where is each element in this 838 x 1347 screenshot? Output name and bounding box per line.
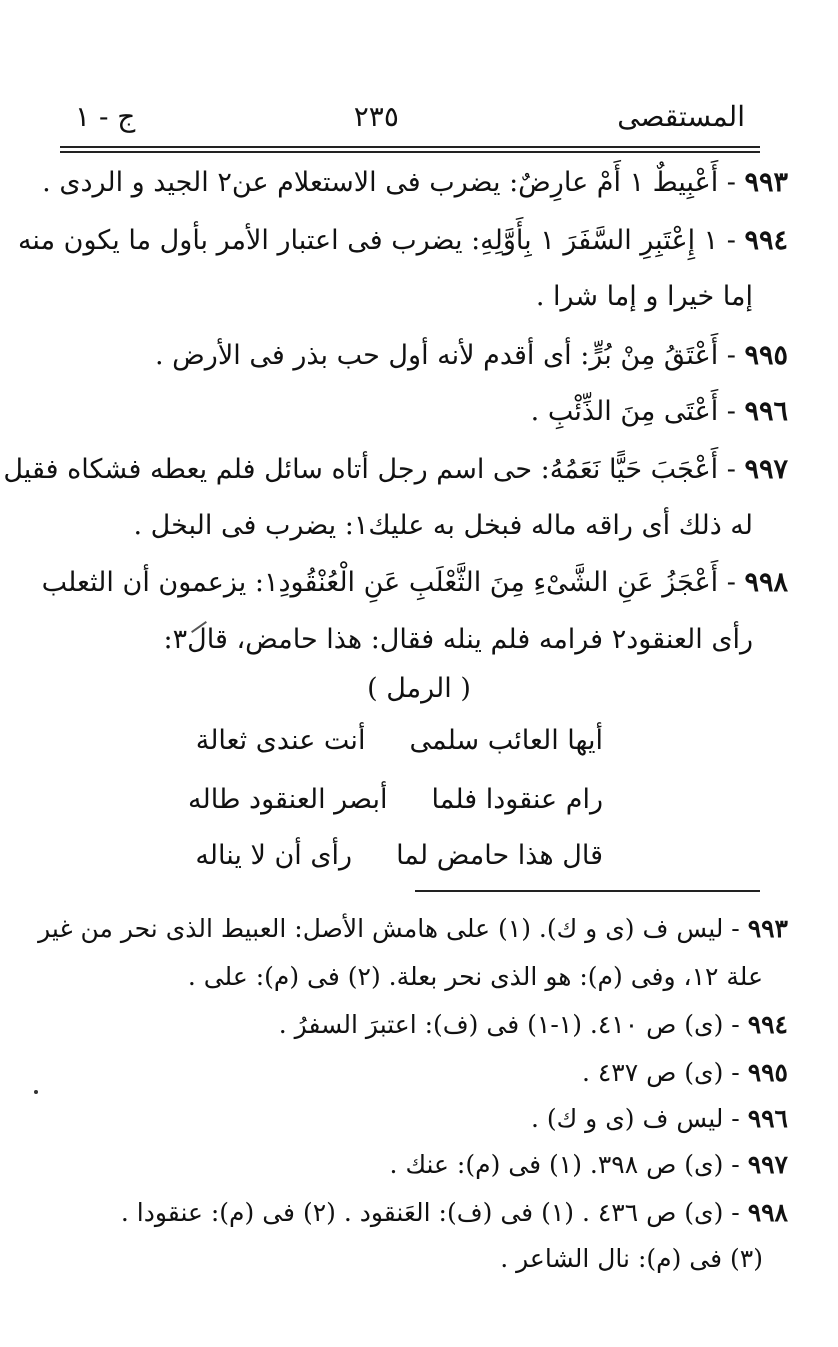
entry-number: ٩٩٥ <box>744 340 788 371</box>
footnote-text: - ليس ف (ى و ك) . <box>530 1104 748 1133</box>
footnote-number: ٩٩٤ <box>747 1010 788 1039</box>
footnote-separator <box>415 890 760 892</box>
poem-verse <box>195 840 603 871</box>
poem-verse <box>188 784 603 815</box>
entry-line <box>3 450 788 490</box>
verse-second-hemistich: رأى أن لا يناله <box>195 840 353 871</box>
verse-first-hemistich: رام عنقودا فلما <box>431 784 603 815</box>
footnote-number: ٩٩٨ <box>747 1198 788 1227</box>
verse-second-hemistich: أبصر العنقود طاله <box>188 784 388 815</box>
verse-first-hemistich: أيها العائب سلمى <box>409 725 603 756</box>
speck-mark <box>34 1090 38 1094</box>
running-header <box>75 92 745 140</box>
footnote-number: ٩٩٦ <box>747 1104 788 1133</box>
entry-line <box>155 336 788 376</box>
footnote-text: - (ى) ص ٤٣٧ . <box>581 1058 748 1087</box>
entry-number: ٩٩٣ <box>744 167 788 198</box>
footnote-line <box>38 910 788 948</box>
entry-continuation <box>536 277 753 317</box>
entry-text: له ذلك أى راقه ماله فبخل به عليك١: يضرب فى البخل . <box>133 510 753 541</box>
entry-continuation <box>133 506 753 546</box>
footnote-line <box>390 1146 788 1184</box>
poem-meter: ( الرمل ) <box>367 673 471 704</box>
entry-line <box>42 563 788 603</box>
entry-text: - أَعْتَقُ مِنْ بُرٍّ: أى أقدم لأنه أول حب بذر فى الأرض . <box>155 340 745 371</box>
entry-text: - أَعْجَبَ حَيًّا نَعَمُهُ: حى اسم رجل أتاه سائل فلم يعطه فشكاه فقيل <box>3 454 745 485</box>
footnote-text: - (ى) ص ٤٣٦ . (١) فى (ف): العَنقود . (٢) فى (م): عنقودا . <box>120 1198 748 1227</box>
header-rule-top <box>60 146 760 148</box>
entry-text: إما خيرا و إما شرا . <box>535 281 753 312</box>
volume-label: ج - ١ <box>75 99 136 133</box>
footnote-number: ٩٩٥ <box>747 1058 788 1087</box>
entry-text: - أَعْتَى مِنَ الذِّئْبِ . <box>530 396 745 427</box>
footnote-text: - (ى) ص ٣٩٨. (١) فى (م): عنك . <box>389 1150 748 1179</box>
footnote-text: علة ١٢، وفى (م): هو الذى نحر بعلة. (٢) فى (م): على . <box>187 962 763 991</box>
poem-verse <box>196 725 603 756</box>
footnote-number: ٩٩٣ <box>747 914 788 943</box>
entry-line <box>531 392 788 432</box>
entry-text: - ١ إِعْتَبِرِ السَّفَرَ ١ بِأَوَّلِهِ: يضرب فى اعتبار الأمر بأول ما يكون منه <box>17 225 745 256</box>
footnote-text: - (ى) ص ٤١٠. (١-١) فى (ف): اعتبرَ السفرُ . <box>278 1010 748 1039</box>
footnote-line <box>279 1006 788 1044</box>
footnote-continuation <box>188 958 763 996</box>
footnote-line <box>121 1194 788 1232</box>
verse-second-hemistich: أنت عندى ثعالة <box>195 725 366 756</box>
footnote-number: ٩٩٧ <box>747 1150 788 1179</box>
header-rule-bottom <box>60 151 760 153</box>
entry-number: ٩٩٨ <box>744 567 788 598</box>
entry-number: ٩٩٦ <box>744 396 788 427</box>
page-number: ٢٣٥ <box>353 99 399 133</box>
footnote-continuation <box>500 1240 763 1278</box>
entry-line <box>18 221 788 261</box>
footnote-line <box>582 1054 788 1092</box>
entry-number: ٩٩٤ <box>744 225 788 256</box>
entry-number: ٩٩٧ <box>744 454 788 485</box>
entry-text: - أَعْجَزُ عَنِ الشَّىْءِ مِنَ الثَّعْلَبِ عَنِ الْعُنْقُودِ١: يزعمون أن الثعلب <box>41 567 745 598</box>
entry-text: - أَعْبِيطٌ ١ أَمْ عارِضٌ: يضرب فى الاستعلام عن٢ الجيد و الردى . <box>42 167 745 198</box>
entry-continuation <box>164 620 754 660</box>
entry-text: رأى العنقود٢ فرامه فلم ينله فقال: هذا حامض، قال٣: <box>163 624 753 655</box>
footnote-text: (٣) فى (م): نال الشاعر . <box>500 1244 763 1273</box>
footnote-text: - ليس ف (ى و ك). (١) على هامش الأصل: العبيط الذى نحر من غير <box>38 914 748 943</box>
verse-first-hemistich: قال هذا حامض لما <box>396 840 603 871</box>
book-title: المستقصى <box>617 99 745 133</box>
footnote-line <box>531 1100 788 1138</box>
entry-line <box>42 163 788 203</box>
